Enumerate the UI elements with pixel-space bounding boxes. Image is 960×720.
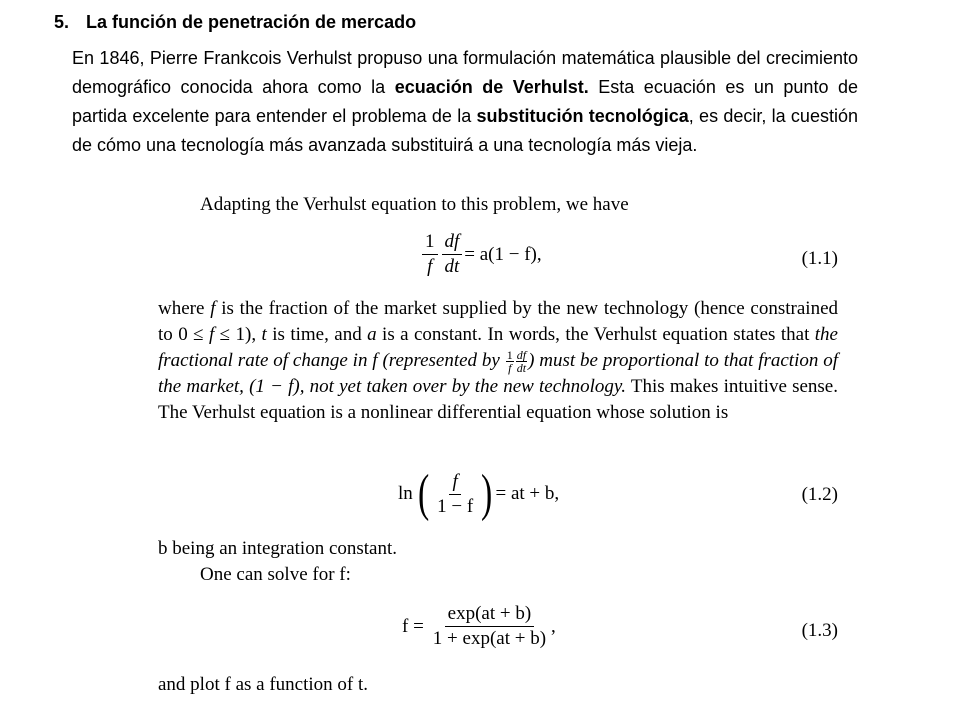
- eq1-frac-df-dt: [442, 230, 463, 279]
- intro-text-3: , es decir, la cuestión de cómo una tecnología más avanzada substituirá a una tecnología más vieja.: [72, 106, 858, 155]
- para-small-den1: f: [508, 361, 512, 376]
- eq3-num: exp(at + b): [445, 602, 535, 627]
- para-small-frac-2: [516, 349, 527, 374]
- eq3-frac: [430, 602, 549, 651]
- eq2-paren-close: ): [481, 465, 493, 522]
- eq1-frac2-den: dt: [444, 256, 460, 277]
- eq1-frac2-num: df: [442, 230, 463, 255]
- para-small-frac-1: [506, 349, 514, 374]
- intro-paragraph: [72, 44, 858, 160]
- equation-1-1: [158, 230, 838, 290]
- eq2-ln: ln: [398, 483, 413, 504]
- eq2-paren-open: (: [417, 465, 430, 522]
- eq3-lhs: f =: [402, 615, 424, 637]
- final-line: and plot f as a function of t.: [158, 674, 369, 695]
- intro-bold-verhulst: ecuación de Verhulst.: [394, 77, 589, 97]
- eq1-frac-one-over-f: [422, 230, 438, 279]
- solve-line: One can solve for f:: [200, 564, 351, 585]
- eq2-num: f: [449, 470, 460, 495]
- b-line: b being an integration constant.: [158, 538, 398, 559]
- eq3-number: (1.3): [801, 620, 838, 641]
- excerpt-paragraph: [158, 296, 838, 426]
- para-italic-2: ) must be proportional to that fraction of the market, (1 − f), not yet taken over by the new technology.: [158, 350, 838, 398]
- para-text-3: ≤ 1),: [214, 324, 262, 345]
- para-var-f: f: [210, 298, 216, 319]
- para-var-a: a: [367, 324, 377, 345]
- eq1-frac1-num: 1: [422, 230, 438, 255]
- intro-text-2: Esta ecuación es un punto de partida excelente para entender el problema de la: [72, 77, 858, 126]
- para-text-5: is a constant. In words, the Verhulst equation states that: [376, 324, 815, 345]
- para-small-num2: df: [516, 348, 527, 363]
- para-text-4: is time, and: [266, 324, 368, 345]
- eq1-rhs: = a(1 − f),: [464, 243, 542, 265]
- eq2-den: 1 − f: [437, 495, 474, 517]
- para-text-1: where: [158, 298, 211, 319]
- section-title: La función de penetración de mercado: [86, 12, 417, 32]
- section-number: 5.: [54, 12, 70, 32]
- eq1-frac1-den: f: [427, 256, 433, 277]
- intro-bold-substitution: substitución tecnológica: [476, 106, 689, 126]
- eq3-den: 1 + exp(at + b): [432, 628, 547, 649]
- eq1-number: (1.1): [801, 248, 838, 269]
- para-var-f2: f: [208, 324, 215, 345]
- equation-1-2: [158, 465, 838, 528]
- eq2-rhs: = at + b,: [495, 483, 560, 504]
- equation-1-3: [158, 602, 838, 662]
- eq3-tail: ,: [551, 615, 556, 637]
- para-text-6: This makes intuitive sense. The Verhulst equation is a nonlinear differential equation whose solution is: [158, 376, 838, 424]
- para-small-den2: dt: [516, 361, 527, 376]
- eq2-frac: [434, 470, 476, 519]
- para-text-2: is the fraction of the market supplied by the new technology (hence constrained to 0 ≤: [158, 298, 838, 345]
- eq2-number: (1.2): [801, 484, 838, 505]
- intro-text-1: En 1846, Pierre Frankcois Verhulst propuso una formulación matemática plausible del crecimiento demográfico conocida ahora como la: [72, 48, 858, 97]
- para-small-num1: 1: [506, 348, 513, 363]
- excerpt-lead: Adapting the Verhulst equation to this problem, we have: [200, 194, 629, 215]
- section-heading: [54, 10, 416, 34]
- para-var-t: t: [261, 324, 267, 345]
- para-italic-1: the fractional rate of change in f (represented by: [158, 324, 838, 371]
